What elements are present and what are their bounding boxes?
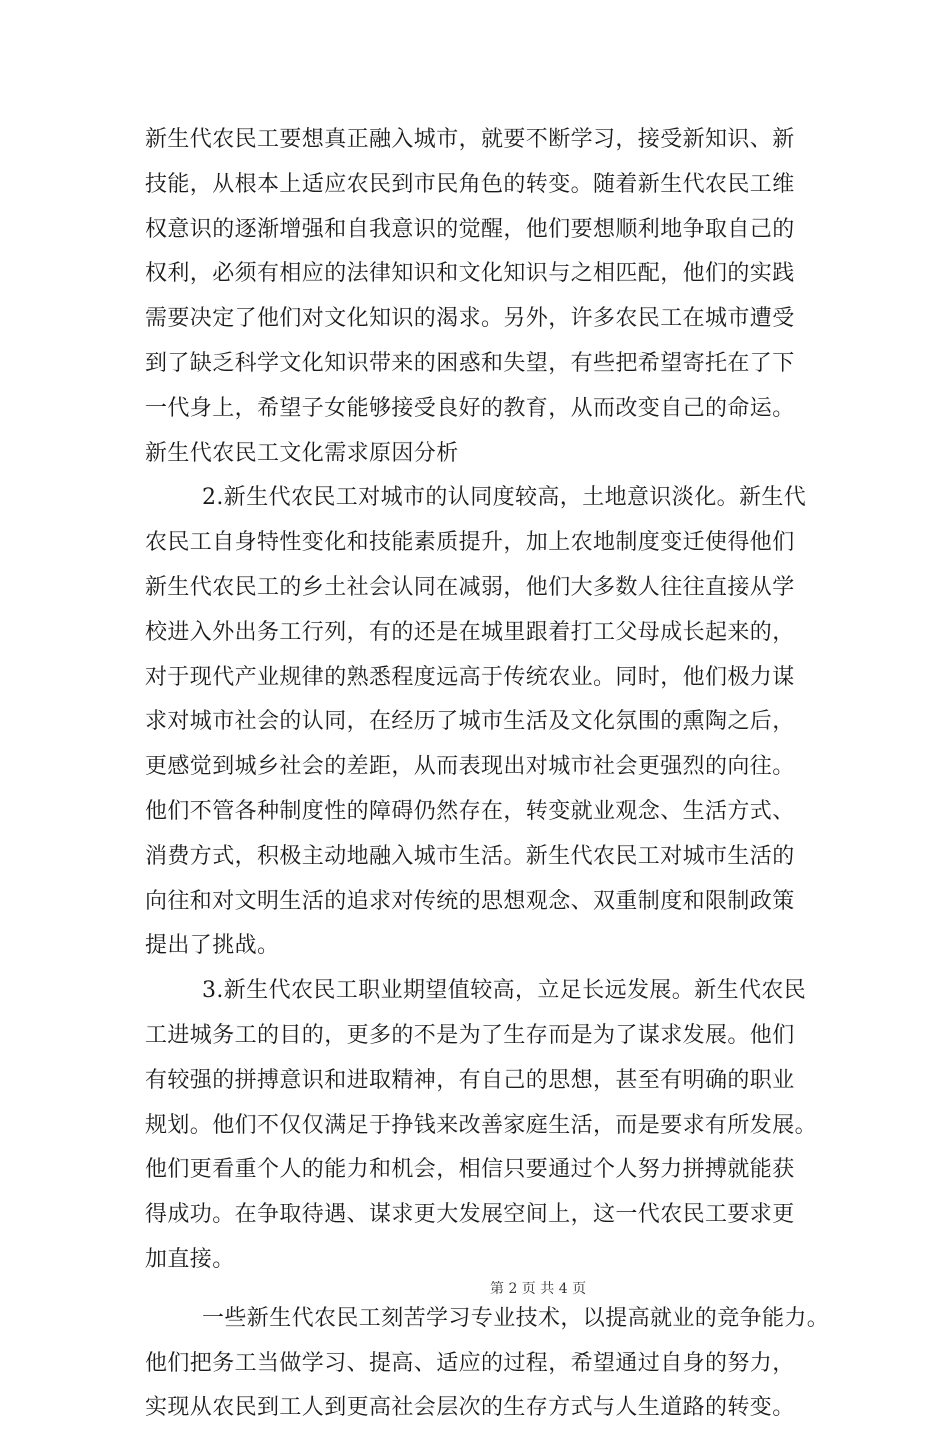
text-line: 新生代农民工要想真正融入城市，就要不断学习，接受新知识、新 (145, 127, 795, 152)
text-line: 农民工自身特性变化和技能素质提升，加上农地制度变迁使得他们 (145, 530, 795, 556)
page-number-footer: 第 2 页 共 4 页 (490, 1281, 587, 1297)
text-line: 到了缺乏科学文化知识带来的困惑和失望，有些把希望寄托在了下 (145, 350, 795, 376)
text-line: 他们更看重个人的能力和机会，相信只要通过个人努力拼搏就能获 (145, 1157, 795, 1183)
text-line: 工进城务工的目的，更多的不是为了生存而是为了谋求发展。他们 (145, 1022, 795, 1048)
section-heading: 新生代农民工文化需求原因分析 (145, 440, 459, 466)
text-line: 消费方式，积极主动地融入城市生活。新生代农民工对城市生活的 (145, 843, 795, 869)
text-line: 权意识的逐渐增强和自我意识的觉醒，他们要想顺利地争取自己的 (145, 216, 795, 242)
text-line: 一些新生代农民工刻苦学习专业技术，以提高就业的竞争能力。 (202, 1305, 830, 1331)
text-line: 有较强的拼搏意识和进取精神，有自己的思想，甚至有明确的职业 (145, 1067, 795, 1093)
text-line: 求对城市社会的认同，在经历了城市生活及文化氛围的熏陶之后， (145, 709, 795, 735)
text-line: 实现从农民到工人到更高社会层次的生存方式与人生道路的转变。 (145, 1395, 795, 1421)
text-line: 他们把务工当做学习、提高、适应的过程，希望通过自身的努力， (145, 1350, 795, 1376)
document-body (145, 118, 830, 1431)
text-line: 规划。他们不仅仅满足于挣钱来改善家庭生活，而是要求有所发展。 (145, 1112, 818, 1138)
text-line: 2.新生代农民工对城市的认同度较高，土地意识淡化。新生代 (202, 485, 807, 511)
text-line: 得成功。在争取待遇、谋求更大发展空间上，这一代农民工要求更 (145, 1202, 795, 1228)
text-line: 需要决定了他们对文化知识的渴求。另外，许多农民工在城市遭受 (145, 306, 795, 332)
text-line: 技能，从根本上适应农民到市民角色的转变。随着新生代农民工维 (145, 171, 795, 197)
text-line: 对于现代产业规律的熟悉程度远高于传统农业。同时，他们极力谋 (145, 664, 795, 690)
text-line: 新生代农民工的乡土社会认同在减弱，他们大多数人往往直接从学 (145, 574, 795, 600)
text-line: 他们不管各种制度性的障碍仍然存在，转变就业观念、生活方式、 (145, 798, 795, 824)
text-line: 更感觉到城乡社会的差距，从而表现出对城市社会更强烈的向往。 (145, 754, 795, 780)
text-line: 校进入外出务工行列，有的还是在城里跟着打工父母成长起来的， (145, 619, 795, 645)
text-line: 权利，必须有相应的法律知识和文化知识与之相匹配，他们的实践 (145, 261, 795, 287)
text-line: 3.新生代农民工职业期望值较高，立足长远发展。新生代农民 (202, 978, 807, 1004)
text-line: 一代身上，希望子女能够接受良好的教育，从而改变自己的命运。 (145, 395, 795, 421)
text-line: 加直接。 (145, 1246, 235, 1272)
text-line: 提出了挑战。 (145, 933, 280, 959)
text-line: 向往和对文明生活的追求对传统的思想观念、双重制度和限制政策 (145, 888, 795, 914)
